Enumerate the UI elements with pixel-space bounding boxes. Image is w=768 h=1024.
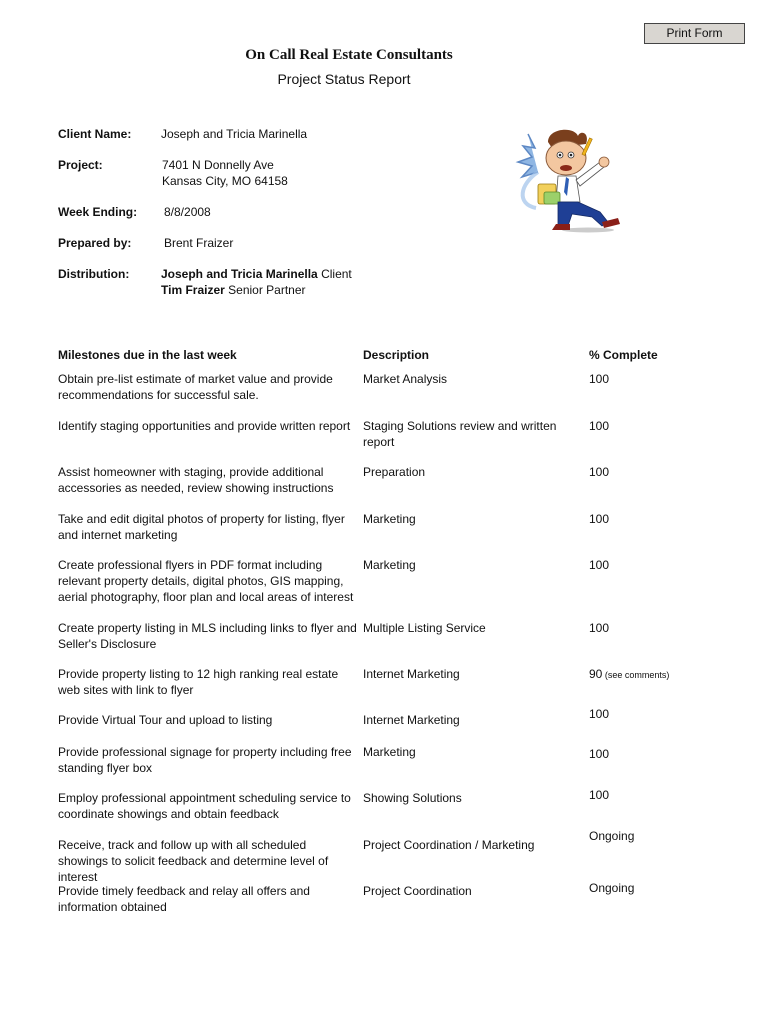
print-form-button[interactable]: Print Form [644,23,745,44]
complete-cell [589,666,759,683]
distribution-name: Joseph and Tricia Marinella [161,267,318,281]
complete-note: (see comments) [602,670,670,680]
milestone-cell: Provide professional signage for property including free standing flyer box [58,745,352,775]
complete-value: 100 [589,372,610,386]
milestone-cell: Create property listing in MLS including links to flyer and Seller's Disclosure [58,621,357,651]
percent-complete-header: % Complete [589,348,658,362]
description-cell: Marketing [363,745,416,759]
complete-value: 90 [589,667,603,681]
milestone-cell: Obtain pre-list estimate of market value and provide recommendations for successful sale. [58,372,333,402]
report-title: Project Status Report [277,71,411,87]
description-cell: Marketing [363,558,416,572]
distribution-role: Client [317,267,352,281]
description-cell: Internet Marketing [363,713,460,727]
complete-value: Ongoing [589,881,635,895]
description-cell: Project Coordination / Marketing [363,838,535,852]
week-ending-value: 8/8/2008 [164,205,211,219]
milestone-cell: Employ professional appointment scheduling service to coordinate showings and obtain feedback [58,791,351,821]
project-label: Project: [58,158,103,172]
description-cell: Internet Marketing [363,667,460,681]
description-cell: Project Coordination [363,884,472,898]
description-cell: Multiple Listing Service [363,621,486,635]
complete-cell [589,620,759,637]
milestone-cell: Receive, track and follow up with all scheduled showings to solicit feedback and determine level of interest [58,838,329,884]
complete-cell [589,706,759,723]
client-name-label: Client Name: [58,127,132,141]
complete-value: 100 [589,558,610,572]
company-name: On Call Real Estate Consultants [245,47,453,63]
prepared-by-value: Brent Fraizer [164,236,234,250]
distribution-name: Tim Fraizer [161,283,225,297]
complete-value: 100 [589,747,610,761]
description-cell: Preparation [363,465,426,479]
milestone-cell: Create professional flyers in PDF format including relevant property details, digital photos, GIS mapping, aerial photography, floor plan and local areas of interest [58,558,354,604]
distribution-entry [161,266,352,282]
complete-cell [589,787,759,804]
project-address-line2: Kansas City, MO 64158 [162,174,288,188]
complete-cell [589,418,759,435]
complete-cell [589,557,759,574]
description-header: Description [363,348,430,362]
complete-cell [589,828,759,845]
project-address [162,157,288,189]
milestone-cell: Provide property listing to 12 high ranking real estate web sites with link to flyer [58,667,339,697]
milestone-cell: Identify staging opportunities and provide written report [58,419,351,433]
description-cell: Market Analysis [363,372,448,386]
complete-value: 100 [589,788,610,802]
distribution-role: Senior Partner [224,283,306,297]
client-name-value: Joseph and Tricia Marinella [161,127,308,141]
project-address-line1: 7401 N Donnelly Ave [162,158,274,172]
complete-value: 100 [589,419,610,433]
distribution-list [161,266,352,298]
week-ending-label: Week Ending: [58,205,138,219]
complete-value: Ongoing [589,829,635,843]
complete-cell [589,371,759,388]
running-businessman-illustration [508,122,632,234]
milestone-cell: Assist homeowner with staging, provide additional accessories as needed, review showing instructions [58,465,334,495]
description-cell: Showing Solutions [363,791,462,805]
complete-cell [589,464,759,481]
complete-cell [589,511,759,528]
description-cell: Staging Solutions review and written report [363,419,557,449]
complete-cell [589,746,759,763]
complete-value: 100 [589,512,610,526]
milestone-cell: Take and edit digital photos of property for listing, flyer and internet marketing [58,512,345,542]
complete-value: 100 [589,465,610,479]
milestone-cell: Provide Virtual Tour and upload to listing [58,713,273,727]
distribution-label: Distribution: [58,267,130,281]
complete-value: 100 [589,621,610,635]
complete-value: 100 [589,707,610,721]
distribution-entry [161,282,352,298]
complete-cell [589,880,759,897]
prepared-by-label: Prepared by: [58,236,132,250]
description-cell: Marketing [363,512,416,526]
milestones-header: Milestones due in the last week [58,348,237,362]
milestone-cell: Provide timely feedback and relay all offers and information obtained [58,884,310,914]
